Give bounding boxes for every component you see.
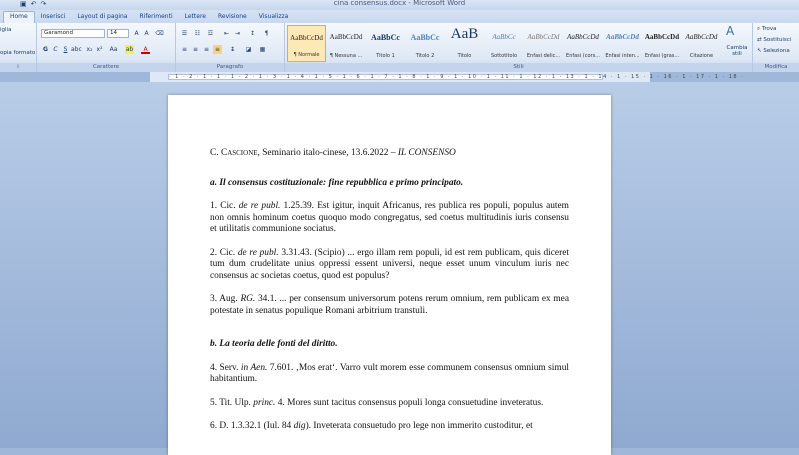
clear-format-button[interactable]: ⌫ xyxy=(155,30,164,37)
strikethrough-button[interactable]: abc xyxy=(71,46,82,53)
decrease-indent-icon[interactable]: ⇤ xyxy=(223,30,230,37)
numbering-icon[interactable]: ☷ xyxy=(194,30,201,37)
clipboard-group-label: i xyxy=(0,63,36,72)
window-title: cina consensus.docx - Microsoft Word xyxy=(333,0,466,7)
document-body[interactable] xyxy=(210,148,569,433)
style-name: Enfasi (cors... xyxy=(566,53,600,59)
style-enfasi-corsivo[interactable] xyxy=(564,25,603,62)
paragraph-group-label: Paragrafo xyxy=(176,63,284,72)
line-spacing-icon[interactable]: ↨ xyxy=(229,46,236,53)
multilevel-list-icon[interactable]: ☲ xyxy=(207,30,214,37)
bold-button[interactable]: G xyxy=(43,46,48,53)
font-name-select[interactable]: Garamond xyxy=(41,29,105,38)
style-titolo[interactable] xyxy=(445,25,484,62)
text: 3.31.43. (Scipio) ... ergo illam rem populi, id est rem publicam, quis diceret tum dum crudelitate unius oppressi essent universi, neque esset unum vinculum iuris nec consensus ac societas coetus, quod est populus? xyxy=(210,247,569,281)
paragraph-1 xyxy=(210,201,569,236)
text: 7.601. ‚Mos erat‘. Varro vult morem esse communem consensus omnium simul habitantium. xyxy=(210,362,569,384)
style-sample: AaBbCc xyxy=(371,33,400,42)
tab-visualizza[interactable]: Visualizza xyxy=(258,13,289,20)
replace-button[interactable] xyxy=(757,37,791,43)
find-icon: ⌕ xyxy=(757,26,762,32)
ribbon xyxy=(0,23,799,72)
italic-ref: in Aen. xyxy=(240,362,268,373)
italic-ref: RG. xyxy=(240,294,256,304)
sort-icon[interactable]: ↕ xyxy=(249,30,256,37)
font-group xyxy=(37,23,176,72)
save-icon[interactable]: ▣ xyxy=(20,0,27,8)
italic-button[interactable]: C xyxy=(53,46,58,53)
style-name: Citazione xyxy=(689,53,714,59)
style-sample: AaBbCcDd xyxy=(606,33,639,41)
style-nessuna[interactable] xyxy=(327,25,366,62)
superscript-button[interactable]: x² xyxy=(96,46,103,53)
text: 6. D. 1.3.32.1 (Iul. 84 xyxy=(210,421,294,431)
style-sample: AaBbCcDd xyxy=(329,33,363,41)
style-name: Titolo xyxy=(457,53,472,59)
change-styles-button[interactable]: Cambia stili xyxy=(726,45,748,57)
find-button[interactable] xyxy=(757,26,777,33)
show-marks-icon[interactable]: ¶ xyxy=(264,30,269,37)
style-name: ¶ Nessuna ... xyxy=(329,53,363,59)
tab-home[interactable]: Home xyxy=(3,11,35,23)
horizontal-ruler[interactable] xyxy=(150,72,745,82)
text: 5. Tit. Ulp. xyxy=(210,397,254,408)
style-enfasi-delicata[interactable] xyxy=(524,25,563,62)
text: ). Inveterata consuetudo pro lege non immerito custoditur, et xyxy=(305,421,533,431)
underline-button[interactable]: S xyxy=(63,46,68,53)
editing-group xyxy=(753,23,799,72)
subscript-button[interactable]: x₂ xyxy=(86,46,93,53)
style-enfasi-grassetto[interactable] xyxy=(643,25,682,62)
section-heading-b: b. La teoria delle fonti del diritto. xyxy=(210,339,338,349)
style-sottotitolo[interactable] xyxy=(485,25,524,62)
tab-layout[interactable]: Layout di pagina xyxy=(77,13,128,20)
section-heading-a: a. Il consensus costituzionale: fine repubblica e primo principato. xyxy=(210,177,464,188)
italic-ref: de re publ. xyxy=(238,201,281,211)
style-sample: AaBbCc xyxy=(410,33,440,42)
text: 3. Aug. xyxy=(210,294,241,304)
font-size-select[interactable]: 14 xyxy=(107,29,129,38)
text: 1.25.39. Est igitur, inquit Africanus, res publica res populi, populus autem non omnis hominum coetus quoquo modo congregatus, sed coetus multitudinis iuris consensu et utilitatis communione sociatus. xyxy=(210,201,569,234)
style-name: Enfasi delic... xyxy=(526,53,561,59)
italic-ref: de re publ. xyxy=(237,247,279,258)
select-icon: ↖ xyxy=(757,48,764,54)
paragraph-5 xyxy=(210,398,569,410)
shading-icon[interactable]: ◪ xyxy=(245,46,252,53)
style-name: Enfasi inten... xyxy=(605,53,640,59)
text: 4. Serv. xyxy=(210,362,241,373)
style-sample: AaBbCcDd xyxy=(644,33,680,41)
style-name: Titolo 2 xyxy=(415,53,435,59)
cut-button[interactable]: iglia xyxy=(0,27,12,33)
paragraph-6 xyxy=(210,421,569,433)
tab-lettere[interactable]: Lettere xyxy=(184,13,206,20)
replace-label: Sostituisci xyxy=(763,37,792,43)
borders-icon[interactable]: ▦ xyxy=(259,46,266,53)
undo-icon[interactable]: ↶ xyxy=(30,0,37,8)
font-color-icon[interactable]: A xyxy=(141,45,150,54)
grow-font-button[interactable]: A xyxy=(134,30,139,37)
ruler-scale: · 1 · 2 · 1 · 1 · 1 · 2 · 1 · 3 · 1 · 4 · 1 · 5 · 1 · 6 · 1 · 7 · 1 · 8 · 1 · 9 · 1 · 10 · 1 · 11 · 1 · 12 · 1 · 13 · 1 · 14 · 1 · 15 · 1 · 16 · 1 · 17 · 1 · 18 · xyxy=(169,74,745,80)
document-workspace xyxy=(0,82,799,448)
change-styles-icon[interactable]: A xyxy=(726,24,735,38)
find-label: Trova xyxy=(761,26,777,32)
document-header xyxy=(210,148,569,160)
align-left-icon[interactable]: ≡ xyxy=(181,46,188,53)
align-right-icon[interactable]: ≡ xyxy=(203,46,210,53)
style-name: Titolo 1 xyxy=(376,53,395,59)
style-titolo-2[interactable] xyxy=(406,25,445,62)
ribbon-tabs xyxy=(0,10,799,23)
style-name: Sottotitolo xyxy=(490,53,518,59)
style-normale[interactable] xyxy=(287,25,326,62)
styles-group-label: Stili xyxy=(285,63,752,72)
document-page[interactable] xyxy=(168,95,611,455)
style-sample: AaBbCcDd xyxy=(527,33,560,41)
text: 4. Mores sunt tacitus consensus populi longa consuetudine inveteratus. xyxy=(275,397,544,408)
style-name: Enfasi (gras... xyxy=(644,53,680,59)
format-painter-button[interactable]: opia formato xyxy=(0,50,36,56)
italic-ref: princ. xyxy=(253,397,276,408)
paragraph-3 xyxy=(210,294,569,317)
select-button[interactable] xyxy=(757,48,790,54)
justify-icon[interactable]: ≡ xyxy=(214,46,221,53)
change-case-button[interactable]: Aa xyxy=(109,46,118,53)
style-sample: AaBbCcDd xyxy=(685,33,718,41)
style-sample: AaBbCcDd xyxy=(290,34,323,42)
tab-inserisci[interactable]: Inserisci xyxy=(40,13,66,20)
styles-gallery xyxy=(287,25,722,62)
tab-riferimenti[interactable]: Riferimenti xyxy=(139,13,173,20)
style-name: ¶ Normale xyxy=(293,52,320,58)
style-sample: AaB xyxy=(450,26,479,42)
redo-icon[interactable]: ↷ xyxy=(40,0,47,8)
align-center-icon[interactable]: ≡ xyxy=(192,46,199,53)
title-bar xyxy=(0,0,799,10)
increase-indent-icon[interactable]: ⇥ xyxy=(234,30,241,37)
editing-group-label: Modifica xyxy=(753,63,799,72)
text: 2. Cic. xyxy=(210,247,238,258)
select-label: Seleziona xyxy=(763,48,790,54)
text: 34.1. ... per consensum universorum potens rerum omnium, rem publicam ex mea potestate in senatus populique Romani arbitrium transtuli. xyxy=(210,294,569,316)
shrink-font-button[interactable]: A xyxy=(144,30,149,37)
header-text: , Seminario italo-cinese, 13.6.2022 – xyxy=(257,148,398,158)
clipboard-group xyxy=(0,23,37,72)
italic-ref: dig xyxy=(293,421,306,431)
paragraph-group xyxy=(176,23,285,72)
header-topic: IL CONSENSO xyxy=(397,148,456,158)
tab-revisione[interactable]: Revisione xyxy=(217,13,247,20)
style-citazione[interactable] xyxy=(682,25,721,62)
quick-access-toolbar xyxy=(20,0,46,8)
paragraph-2 xyxy=(210,248,569,283)
highlight-icon[interactable]: ab xyxy=(125,46,134,53)
replace-icon: ⇄ xyxy=(757,37,764,43)
style-titolo-1[interactable] xyxy=(366,25,405,62)
style-sample: AaBbCcDd xyxy=(567,33,599,41)
bullets-icon[interactable]: ☰ xyxy=(181,30,188,37)
text: 1. Cic. xyxy=(210,201,239,211)
style-sample: AaBbCc xyxy=(492,33,516,41)
author-name: C. Cascione xyxy=(210,148,258,158)
paragraph-4 xyxy=(210,363,569,386)
font-group-label: Carattere xyxy=(37,63,175,72)
style-enfasi-intensa[interactable] xyxy=(603,25,642,62)
